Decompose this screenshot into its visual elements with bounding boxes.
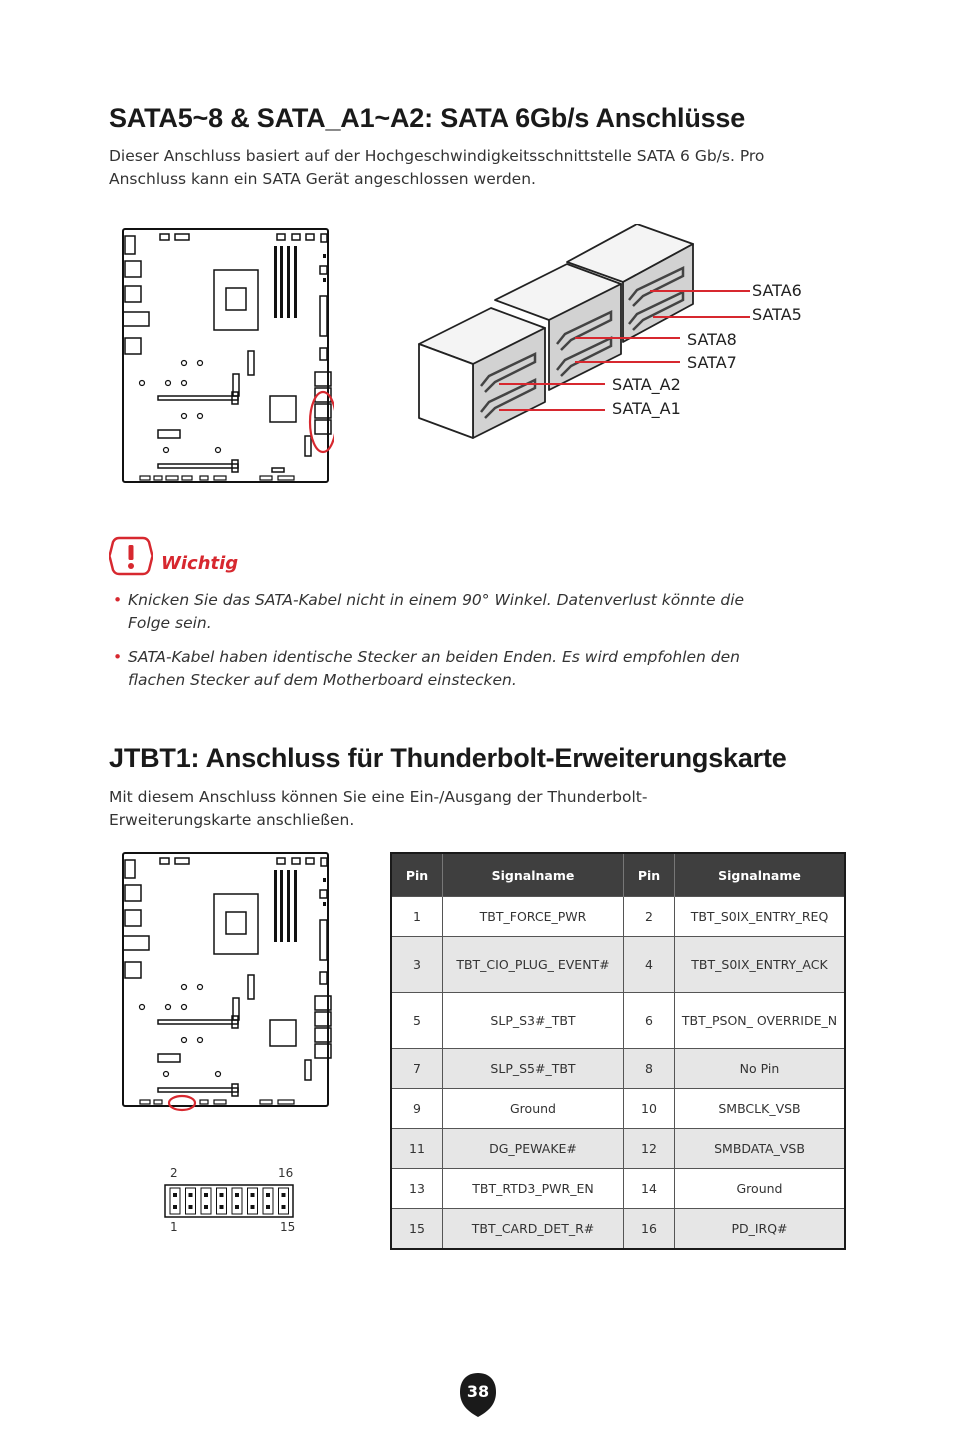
motherboard-diagram-sata: [120, 226, 334, 488]
signal-cell: TBT_S0IX_ENTRY_ACK: [675, 937, 846, 993]
signal-cell: SMBDATA_VSB: [675, 1129, 846, 1169]
pin-label-16: 16: [278, 1166, 294, 1180]
pin: [189, 1193, 193, 1197]
table-row: [391, 1089, 845, 1129]
header-signal-a: Signalname: [443, 853, 624, 897]
label-sata8: SATA8: [687, 330, 737, 349]
header-pin-a: Pin: [391, 853, 443, 897]
pin-cell: 6: [624, 993, 675, 1049]
table-row: [391, 937, 845, 993]
signal-cell: DG_PEWAKE#: [443, 1129, 624, 1169]
sata-description: Dieser Anschluss basiert auf der Hochgeschwindigkeitsschnittstelle SATA 6 Gb/s. Pro Anschluss kann ein SATA Gerät angeschlossen werden.: [109, 147, 765, 188]
pin: [251, 1205, 255, 1209]
notice-bullet-2: • SATA-Kabel haben identische Stecker an beiden Enden. Es wird empfohlen den flachen Stecker auf dem Motherboard einstecken.: [113, 648, 740, 689]
signal-cell: Ground: [443, 1089, 624, 1129]
pin-cell: 16: [624, 1209, 675, 1249]
motherboard-diagram-jtbt: [120, 850, 334, 1112]
table-row: [391, 1049, 845, 1089]
pin: [173, 1193, 177, 1197]
pin-cell: 11: [391, 1129, 443, 1169]
pin: [204, 1205, 208, 1209]
pin-cell: 9: [391, 1089, 443, 1129]
pin-cell: 13: [391, 1169, 443, 1209]
signal-cell: SLP_S5#_TBT: [443, 1049, 624, 1089]
signal-cell: SLP_S3#_TBT: [443, 993, 624, 1049]
notice-bullet-1: • Knicken Sie das SATA-Kabel nicht in einem 90° Winkel. Datenverlust könnte die Folge sein.: [113, 591, 745, 632]
table-row: [391, 993, 845, 1049]
jtbt-pin-table: [390, 852, 846, 1250]
pin: [251, 1193, 255, 1197]
sata-section-title: SATA5~8 & SATA_A1~A2: SATA 6Gb/s Anschlüsse: [109, 103, 746, 133]
header-signal-b: Signalname: [675, 853, 846, 897]
jtbt-pin-header: [164, 1184, 294, 1218]
pin: [189, 1205, 193, 1209]
signal-cell: No Pin: [675, 1049, 846, 1089]
pin-cell: 15: [391, 1209, 443, 1249]
pin-label-2: 2: [170, 1166, 178, 1180]
pin: [204, 1193, 208, 1197]
signal-cell: TBT_FORCE_PWR: [443, 897, 624, 937]
notice-title: Wichtig: [161, 553, 239, 574]
pin: [235, 1193, 239, 1197]
pin-cell: 14: [624, 1169, 675, 1209]
pin-cell: 8: [624, 1049, 675, 1089]
pin-cell: 10: [624, 1089, 675, 1129]
pin: [220, 1193, 224, 1197]
pin: [220, 1205, 224, 1209]
pin-cell: 5: [391, 993, 443, 1049]
pin: [235, 1205, 239, 1209]
pin-cell: 3: [391, 937, 443, 993]
label-sata7: SATA7: [687, 353, 737, 372]
pin-cell: 4: [624, 937, 675, 993]
pin: [282, 1205, 286, 1209]
signal-cell: TBT_CARD_DET_R#: [443, 1209, 624, 1249]
table-header-row: [391, 853, 845, 897]
table-row: [391, 1129, 845, 1169]
label-sata-a2: SATA_A2: [612, 375, 681, 394]
pin: [266, 1205, 270, 1209]
signal-cell: TBT_S0IX_ENTRY_REQ: [675, 897, 846, 937]
pin: [282, 1193, 286, 1197]
label-sata5: SATA5: [752, 305, 802, 324]
label-sata6: SATA6: [752, 281, 802, 300]
warning-icon: [109, 536, 153, 576]
jtbt-section-title: JTBT1: Anschluss für Thunderbolt-Erweiterungskarte: [109, 743, 787, 773]
pin-cell: 7: [391, 1049, 443, 1089]
signal-cell: TBT_PSON_ OVERRIDE_N: [675, 993, 846, 1049]
signal-cell: TBT_CIO_PLUG_ EVENT#: [443, 937, 624, 993]
header-pin-b: Pin: [624, 853, 675, 897]
pin-cell: 2: [624, 897, 675, 937]
signal-cell: Ground: [675, 1169, 846, 1209]
signal-cell: SMBCLK_VSB: [675, 1089, 846, 1129]
table-row: [391, 897, 845, 937]
pin: [266, 1193, 270, 1197]
table-row: [391, 1169, 845, 1209]
pin-cell: 12: [624, 1129, 675, 1169]
table-row: [391, 1209, 845, 1249]
pin-label-15: 15: [280, 1220, 296, 1234]
jtbt-description: Mit diesem Anschluss können Sie eine Ein-/Ausgang der Thunderbolt- Erweiterungskarte anschließen.: [109, 788, 648, 829]
pin-label-1: 1: [170, 1220, 178, 1234]
label-sata-a1: SATA_A1: [612, 399, 681, 418]
signal-cell: PD_IRQ#: [675, 1209, 846, 1249]
page-number: 38: [466, 1382, 490, 1401]
pin-cell: 1: [391, 897, 443, 937]
pin: [173, 1205, 177, 1209]
jtbt-highlight-marker: [169, 1096, 195, 1110]
signal-cell: TBT_RTD3_PWR_EN: [443, 1169, 624, 1209]
